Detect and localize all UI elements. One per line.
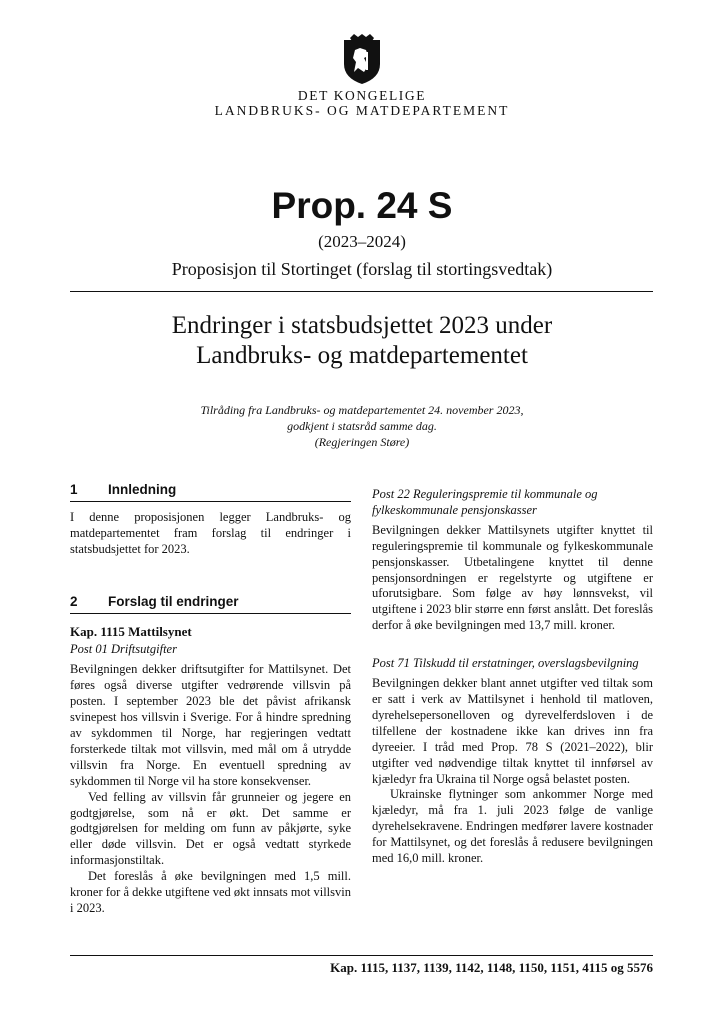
- approval-line3: (Regjeringen Støre): [314, 435, 410, 449]
- section1-number: 1: [70, 482, 78, 497]
- dept-line1: DET KONGELIGE: [297, 88, 427, 103]
- left-column: [70, 482, 351, 917]
- session-years: (2023–2024): [318, 232, 406, 251]
- post71-heading: Post 71 Tilskudd til erstatninger, overslagsbevilgning: [372, 656, 639, 671]
- section1-body: I denne proposisjonen legger Landbruks- og matdepartementet fram forslag til endringer i statsbudsjettet for 2023.: [70, 509, 351, 556]
- approval-line1: Tilråding fra Landbruks- og matdepartementet 24. november 2023,: [200, 403, 524, 417]
- section2-title: Forslag til endringer: [108, 593, 239, 609]
- section2-number: 2: [70, 593, 78, 609]
- section1-heading: [70, 482, 351, 502]
- kap-heading: Kap. 1115 Mattilsynet: [70, 623, 192, 639]
- post01-paragraph1: Bevilgningen dekker driftsutgifter for Mattilsynet. Det føres også diverse utgifter vedrørende villsvin på posten. I september 2023 ble det påvist afrikansk svinepest hos villsvin i Sverige. For å hindre spredning av sykdommen til Norge, har regjeringen vedtatt forsterkede tiltak mot villsvin, med mål om å utrydde villsvin fra Norge. En eventuell spredning av sykdommen til Norge vil ha store konsekvenser.: [70, 662, 351, 788]
- prop-number: Prop. 24 S: [271, 185, 453, 226]
- post22-heading: Post 22 Reguleringspremie til kommunale og fylkeskommunale pensjonskasser: [372, 487, 598, 517]
- post01-paragraph2: Ved felling av villsvin får grunneier og jegere en godtgjørelse, som nå er økt. Det samme er godtgjørelsen for melding om funn av påkjørte, syke eller døde villsvin. Det er også vedtatt styrkede informasjonstiltak.: [70, 789, 351, 868]
- approval-line2: godkjent i statsråd samme dag.: [287, 419, 437, 433]
- post01-paragraph3: Det foreslås å øke bevilgningen med 1,5 mill. kroner for å dekke utgiftene ved økt innsats mot villsvin i 2023.: [70, 869, 351, 915]
- title-divider: [70, 291, 653, 292]
- post71-paragraph1: Bevilgningen dekker blant annet utgifter ved tiltak som er satt i verk av Mattilsynet i henhold til matloven, dyrehelsepersonelloven og dyrevelferdsloven i de tilfellene der kostnadene ikke kan drives inn fra dyreeier. I tråd med Prop. 78 S (2021–2022), blir utgifter ved nødvendige tiltak knyttet til innførsel av kjæledyr fra Ukraina til Norge også belastet posten.: [372, 676, 653, 786]
- department-name: [0, 88, 724, 118]
- right-column: [372, 482, 653, 867]
- approval-note: [0, 402, 724, 450]
- title-line1: Endringer i statsbudsjettet 2023 under: [171, 312, 553, 339]
- document-subtitle: Proposisjon til Stortinget (forslag til stortingsvedtak): [171, 259, 553, 279]
- document-title: [0, 311, 724, 371]
- footer-divider: [70, 955, 653, 956]
- dept-line2: LANDBRUKS- OG MATDEPARTEMENT: [214, 103, 510, 118]
- footer-chapters: Kap. 1115, 1137, 1139, 1142, 1148, 1150, 1151, 4115 og 5576: [330, 960, 653, 975]
- title-line2: Landbruks- og matdepartementet: [196, 342, 528, 369]
- section2-heading: [70, 594, 351, 614]
- section1-title: Innledning: [108, 482, 177, 497]
- post01-heading: Post 01 Driftsutgifter: [70, 642, 177, 657]
- post71-paragraph2: Ukrainske flytninger som ankommer Norge med kjæledyr, må fra 1. juli 2023 følge de vanlige dyrehelsekravene. Endringen medfører lavere kostnader for Mattilsynet, og det foreslås å redusere bevilgningen med 16,0 mill. kroner.: [372, 787, 653, 866]
- coat-of-arms-emblem: [338, 34, 386, 86]
- post22-paragraph1: Bevilgningen dekker Mattilsynets utgifter knyttet til reguleringspremie til kommunale og fylkeskommunale pensjonskasser. Utbetalingene knyttet til denne pensjonsordningen er regelstyrte og utgiftene er uforutsigbare. Som følge av høy lønnsvekst, vil utgiftene i 2023 blir større enn først anslått. Det foreslås derfor å øke bevilgningen med 13,7 mill. kroner.: [372, 522, 653, 633]
